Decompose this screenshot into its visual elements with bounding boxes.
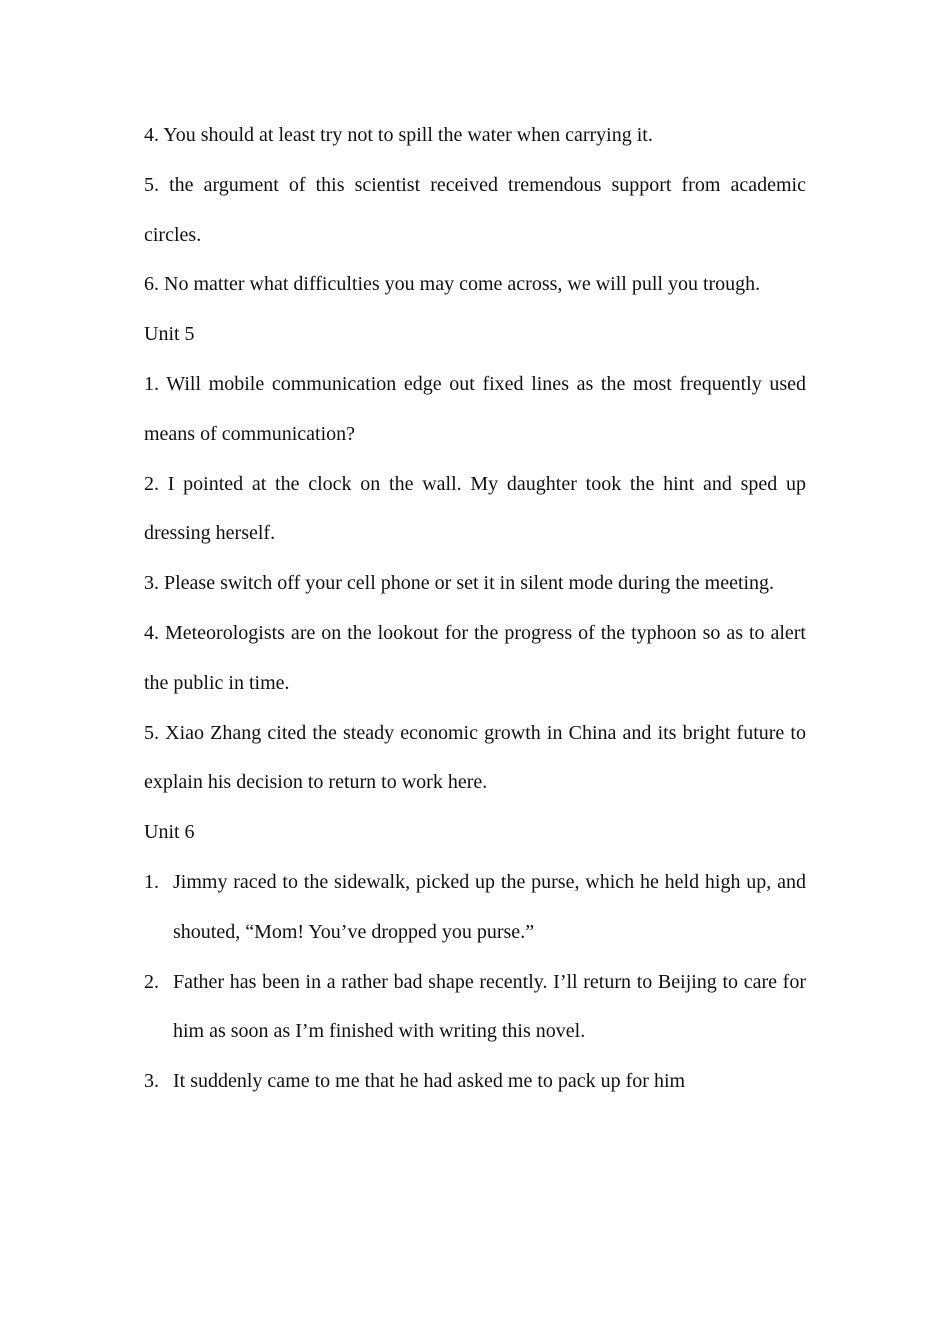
item-text: Father has been in a rather bad shape recently. I’ll return to Beijing to care for him as soon as I’m finished with writing this novel.: [173, 970, 806, 1043]
unit-5-heading: Unit 5: [144, 323, 195, 346]
sentence-item: 6. No matter what difficulties you may come across, we will pull you trough.: [144, 273, 761, 296]
unit-5-item: 4. Meteorologists are on the lookout for the progress of the typhoon so as to alert the public in time.: [144, 621, 806, 694]
item-text: It suddenly came to me that he had asked me to pack up for him: [173, 1070, 686, 1093]
sentence-item: 5. the argument of this scientist received tremendous support from academic circles.: [144, 173, 806, 246]
unit-5-item: 5. Xiao Zhang cited the steady economic growth in China and its bright future to explain his decision to return to work here.: [144, 721, 806, 794]
document-page: [144, 111, 806, 1097]
unit-5-item: 1. Will mobile communication edge out fixed lines as the most frequently used means of communication?: [144, 372, 806, 445]
item-number: 1.: [144, 870, 159, 893]
item-number: 2.: [144, 970, 159, 993]
unit-6-item: [144, 858, 806, 958]
unit-5-item: 2. I pointed at the clock on the wall. My daughter took the hint and sped up dressing herself.: [144, 472, 806, 545]
unit-6-item: [144, 1057, 806, 1097]
unit-6-heading: Unit 6: [144, 821, 195, 844]
unit-6-item: [144, 958, 806, 1058]
sentence-item: 4. You should at least try not to spill the water when carrying it.: [144, 124, 653, 146]
item-text: Jimmy raced to the sidewalk, picked up the purse, which he held high up, and shouted, “Mom! You’ve dropped you purse.”: [173, 870, 806, 943]
unit-5-item: 3. Please switch off your cell phone or set it in silent mode during the meeting.: [144, 572, 775, 595]
item-number: 3.: [144, 1070, 159, 1093]
